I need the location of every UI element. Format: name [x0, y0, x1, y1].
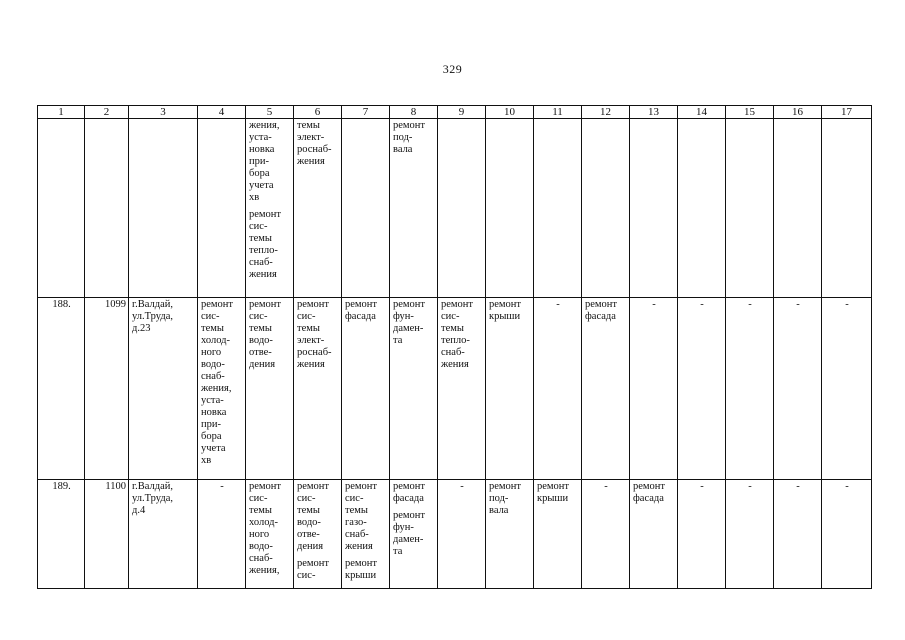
- table-cell-col-16: [774, 480, 822, 589]
- table-cell-col-8: [390, 480, 438, 589]
- table-cell-col-5: [246, 298, 294, 480]
- header-cell: 5: [246, 106, 294, 119]
- cell-text: жения, уста- новка при- бора учета хв: [249, 120, 280, 203]
- table-cell-col-12: [582, 119, 630, 298]
- table-cell-col-16: [774, 298, 822, 480]
- cell-text: ремонт фасада: [585, 299, 618, 322]
- page-number: 329: [442, 62, 463, 76]
- cell-text: ремонт крыши: [537, 481, 570, 504]
- table-cell-col-6: [294, 298, 342, 480]
- header-cell: 14: [678, 106, 726, 119]
- table-cell-col-3: [129, 480, 198, 589]
- table-cell-col-17: [822, 480, 872, 589]
- table-cell-col-4: [198, 298, 246, 480]
- table-cell-col-5: [246, 480, 294, 589]
- table-row: [38, 298, 872, 480]
- cell-text: 189.: [52, 481, 71, 492]
- table-cell-col-2: [85, 480, 129, 589]
- cell-text: -: [460, 481, 464, 492]
- header-cell: 9: [438, 106, 486, 119]
- table-cell-col-8: [390, 119, 438, 298]
- table-cell-col-12: [582, 480, 630, 589]
- table-cell-col-5: [246, 119, 294, 298]
- table-row: [38, 480, 872, 589]
- table-cell-col-17: [822, 119, 872, 298]
- table-cell-col-9: [438, 298, 486, 480]
- table-cell-col-12: [582, 298, 630, 480]
- header-cell: 10: [486, 106, 534, 119]
- table-cell-col-7: [342, 480, 390, 589]
- table-cell-col-9: [438, 480, 486, 589]
- table-cell-col-15: [726, 298, 774, 480]
- cell-text: г.Валдай, ул.Труда, д.4: [132, 481, 173, 516]
- table-cell-col-3: [129, 119, 198, 298]
- cell-text: ремонт сис- темы водо- отве- дения: [297, 481, 330, 552]
- cell-text: -: [748, 481, 752, 492]
- cell-text: ремонт фасада: [393, 481, 426, 504]
- cell-text: ремонт фун- дамен- та: [393, 510, 426, 557]
- cell-text: ремонт под- вала: [393, 120, 426, 155]
- table-cell-col-16: [774, 119, 822, 298]
- header-cell: 15: [726, 106, 774, 119]
- header-cell: 6: [294, 106, 342, 119]
- table-cell-col-7: [342, 119, 390, 298]
- table-cell-col-11: [534, 480, 582, 589]
- header-cell: 12: [582, 106, 630, 119]
- table-cell-col-11: [534, 119, 582, 298]
- cell-text: ремонт фун- дамен- та: [393, 299, 426, 346]
- table-cell-col-1: [38, 119, 85, 298]
- cell-text: -: [796, 299, 800, 310]
- cell-text: ремонт сис- темы водо- отве- дения: [249, 299, 282, 370]
- cell-text: -: [220, 481, 224, 492]
- cell-text: -: [700, 481, 704, 492]
- cell-text: ремонт сис- темы холод- ного водо- снаб- жения,: [249, 481, 282, 576]
- table-cell-col-13: [630, 480, 678, 589]
- cell-text: 188.: [52, 299, 71, 310]
- cell-text: ремонт крыши: [345, 558, 378, 581]
- header-cell: 17: [822, 106, 872, 119]
- header-cell: 2: [85, 106, 129, 119]
- cell-text: -: [604, 481, 608, 492]
- table-cell-col-14: [678, 480, 726, 589]
- table-cell-col-7: [342, 298, 390, 480]
- header-cell: 7: [342, 106, 390, 119]
- table-cell-col-11: [534, 298, 582, 480]
- table-cell-col-14: [678, 298, 726, 480]
- header-cell: 4: [198, 106, 246, 119]
- cell-text: ремонт фасада: [345, 299, 378, 322]
- cell-text: г.Валдай, ул.Труда, д.23: [132, 299, 173, 334]
- header-cell: 11: [534, 106, 582, 119]
- table-cell-col-9: [438, 119, 486, 298]
- table-cell-col-8: [390, 298, 438, 480]
- table-cell-col-4: [198, 119, 246, 298]
- header-cell: 16: [774, 106, 822, 119]
- cell-text: -: [845, 299, 849, 310]
- cell-text: 1099: [105, 299, 126, 310]
- cell-text: -: [748, 299, 752, 310]
- table-cell-col-10: [486, 298, 534, 480]
- table-cell-col-6: [294, 480, 342, 589]
- cell-text: темы элект- роснаб- жения: [297, 120, 332, 167]
- repair-schedule-table: [37, 105, 872, 589]
- cell-text: ремонт сис-: [297, 558, 330, 581]
- table-cell-col-2: [85, 298, 129, 480]
- cell-text: -: [700, 299, 704, 310]
- cell-text: ремонт сис- темы тепло- снаб- жения: [249, 209, 282, 280]
- header-row: [38, 106, 872, 119]
- cell-text: ремонт сис- темы газо- снаб- жения: [345, 481, 378, 552]
- cell-text: ремонт сис- темы тепло- снаб- жения: [441, 299, 474, 370]
- table-cell-col-1: [38, 480, 85, 589]
- cell-text: ремонт крыши: [489, 299, 522, 322]
- cell-text: -: [796, 481, 800, 492]
- table-cell-col-13: [630, 298, 678, 480]
- cell-text: ремонт фасада: [633, 481, 666, 504]
- header-cell: 3: [129, 106, 198, 119]
- cell-text: -: [556, 299, 560, 310]
- table-cell-col-1: [38, 298, 85, 480]
- header-cell: 13: [630, 106, 678, 119]
- table-cell-col-13: [630, 119, 678, 298]
- table-row: [38, 119, 872, 298]
- cell-text: 1100: [105, 481, 126, 492]
- table-cell-col-15: [726, 119, 774, 298]
- cell-text: -: [845, 481, 849, 492]
- cell-text: -: [652, 299, 656, 310]
- cell-text: ремонт сис- темы элект- роснаб- жения: [297, 299, 332, 370]
- header-cell: 8: [390, 106, 438, 119]
- cell-text: ремонт под- вала: [489, 481, 522, 516]
- table-cell-col-17: [822, 298, 872, 480]
- table-cell-col-2: [85, 119, 129, 298]
- cell-text: ремонт сис- темы холод- ного водо- снаб- жения, уста- новка при- бора учета хв: [201, 299, 234, 466]
- table-cell-col-14: [678, 119, 726, 298]
- table-cell-col-4: [198, 480, 246, 589]
- table-cell-col-15: [726, 480, 774, 589]
- table-cell-col-3: [129, 298, 198, 480]
- header-cell: 1: [38, 106, 85, 119]
- table-cell-col-6: [294, 119, 342, 298]
- table-cell-col-10: [486, 480, 534, 589]
- table-cell-col-10: [486, 119, 534, 298]
